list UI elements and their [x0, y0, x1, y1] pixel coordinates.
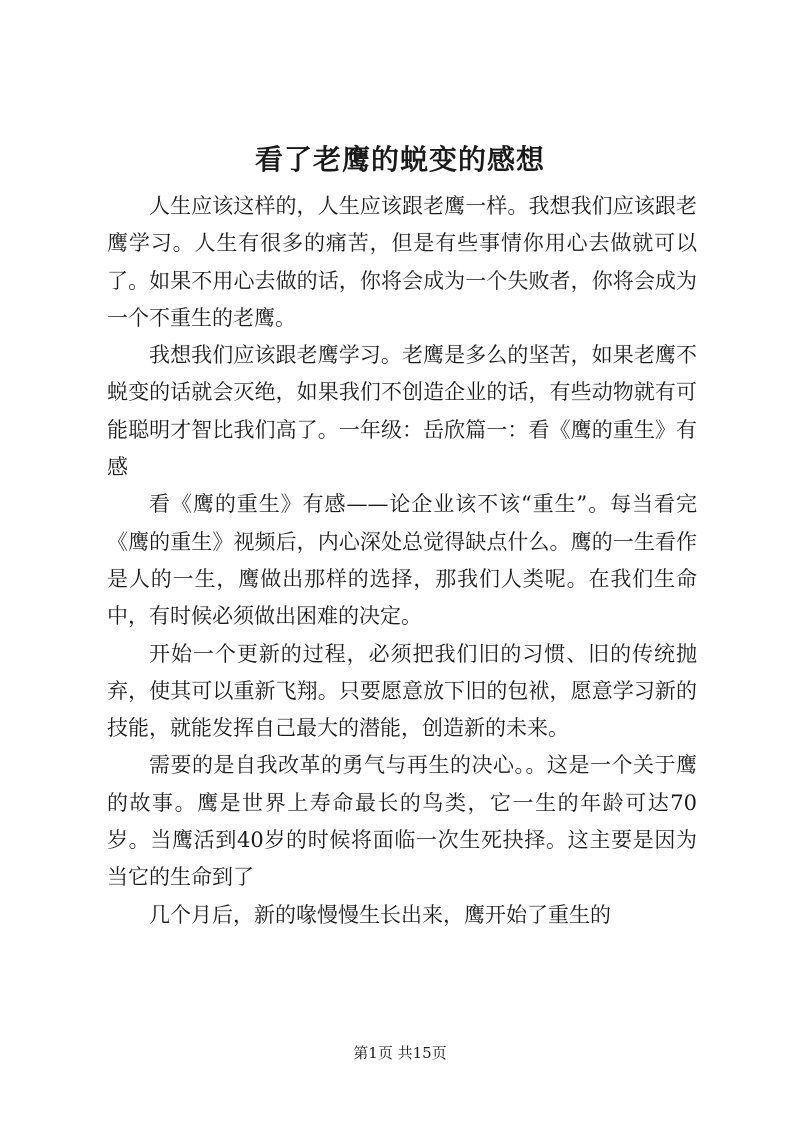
- paragraph: 需要的是自我改革的勇气与再生的决心。。这是一个关于鹰的故事。鹰是世界上寿命最长的鸟类，它一生的年龄可达70岁。当鹰活到40岁的时候将面临一次生死抉择。这主要是因为当它的生命到了: [107, 753, 697, 890]
- document-body: [107, 188, 697, 934]
- page-footer: 第1页 共15页: [353, 1044, 447, 1062]
- paragraph: 我想我们应该跟老鹰学习。老鹰是多么的坚苦，如果老鹰不蜕变的话就会灭绝，如果我们不创造企业的话，有些动物就有可能聪明才智比我们高了。一年级：岳欣篇一：看《鹰的重生》有感: [107, 343, 697, 480]
- paragraph: 看《鹰的重生》有感——论企业该不该“重生”。每当看完《鹰的重生》视频后，内心深处总觉得缺点什么。鹰的一生看作是人的一生，鹰做出那样的选择，那我们人类呢。在我们生命中，有时候必须做出困难的决定。: [107, 492, 697, 629]
- paragraph: 几个月后，新的喙慢慢生长出来，鹰开始了重生的: [149, 902, 611, 927]
- paragraph: 开始一个更新的过程，必须把我们旧的习惯、旧的传统抛弃，使其可以重新飞翔。只要愿意放下旧的包袱，愿意学习新的技能，就能发挥自己最大的潜能，创造新的未来。: [107, 641, 697, 741]
- paragraph: 人生应该这样的，人生应该跟老鹰一样。我想我们应该跟老鹰学习。人生有很多的痛苦，但是有些事情你用心去做就可以了。如果不用心去做的话，你将会成为一个失败者，你将会成为一个不重生的老鹰。: [107, 194, 697, 330]
- document-title: 看了老鹰的蜕变的感想: [254, 143, 545, 176]
